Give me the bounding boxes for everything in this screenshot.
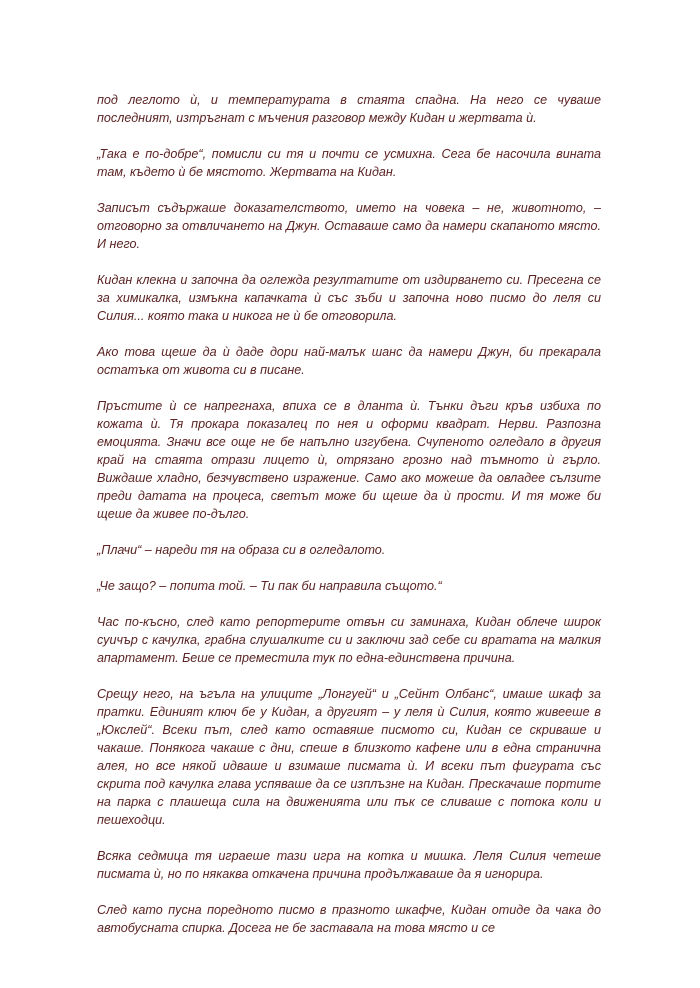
body-text xyxy=(97,91,601,955)
paragraph: Всяка седмица тя играеше тази игра на котка и мишка. Леля Силия четеше писмата ѝ, но по някаква откачена причина продължаваше да я игнорира. xyxy=(97,849,601,881)
paragraph: Срещу него, на ъгъла на улиците „Лонгуей“ и „Сейнт Олбанс“, имаше шкаф за пратки. Единият ключ бе у Кидан, а другият – у леля ѝ Силия, която живееше в „Юкслей“. Всеки път, след като оставяше писмото си, Кидан се скриваше и чакаше. Понякога чакаше с дни, спеше в близкото кафене или в една странична алея, но все някой идваше и взимаше писмата ѝ. И всеки път фигурата със скрита под качулка глава успяваше да се изплъзне на Кидан. Прескачаше портите на парка с плашеща сила на движенията или пък се сливаше с потока коли и пешеходци. xyxy=(97,687,601,827)
paragraph: „Плачи“ – нареди тя на образа си в огледалото. xyxy=(97,543,386,557)
paragraph: Час по-късно, след като репортерите отвън си заминаха, Кидан облече широк суичър с качулка, грабна слушалките си и заключи зад себе си вратата на малкия апартамент. Беше се преместила тук по една-единствена причина. xyxy=(97,615,601,665)
paragraph: „Така е по-добре“, помисли си тя и почти се усмихна. Сега бе насочила вината там, където ѝ бе мястото. Жертвата на Кидан. xyxy=(97,147,601,179)
paragraph: Кидан клекна и започна да оглежда резултатите от издирването си. Пресегна се за химикалка, измъкна капачката ѝ със зъби и започна ново писмо до леля си Силия... която така и никога не ѝ бе отговорила. xyxy=(97,273,601,323)
paragraph: Пръстите ѝ се напрегнаха, впиха се в дланта ѝ. Тънки дъги кръв избиха по кожата ѝ. Тя прокара показалец по нея и оформи квадрат. Нерви. Разпозна емоцията. Значи все още не бе напълно изгубена. Счупеното огледало в другия край на стаята отрази лицето ѝ, отрязано грозно над тъмното ѝ гърло. Виждаше хладно, безчувствено изражение. Само ако можеше да овладее сълзите преди датата на процеса, светът може би щеше да ѝ прости. И тя може би щеше да живее по-дълго. xyxy=(97,399,601,521)
paragraph: Ако това щеше да ѝ даде дори най-малък шанс да намери Джун, би прекарала остатъка от живота си в писане. xyxy=(97,345,601,377)
paragraph: под леглото ѝ, и температурата в стаята спадна. На него се чуваше последният, изтръгнат с мъчения разговор между Кидан и жертвата ѝ. xyxy=(97,93,601,125)
paragraph: Записът съдържаше доказателството, името на човека – не, животното, – отговорно за отвличането на Джун. Оставаше само да намери скапаното място. И него. xyxy=(97,201,601,251)
paragraph: След като пусна поредното писмо в празното шкафче, Кидан отиде да чака до автобусната спирка. Досега не бе заставала на това място и се xyxy=(97,903,601,935)
paragraph: „Че защо? – попита той. – Ти пак би направила същото.“ xyxy=(97,579,442,593)
